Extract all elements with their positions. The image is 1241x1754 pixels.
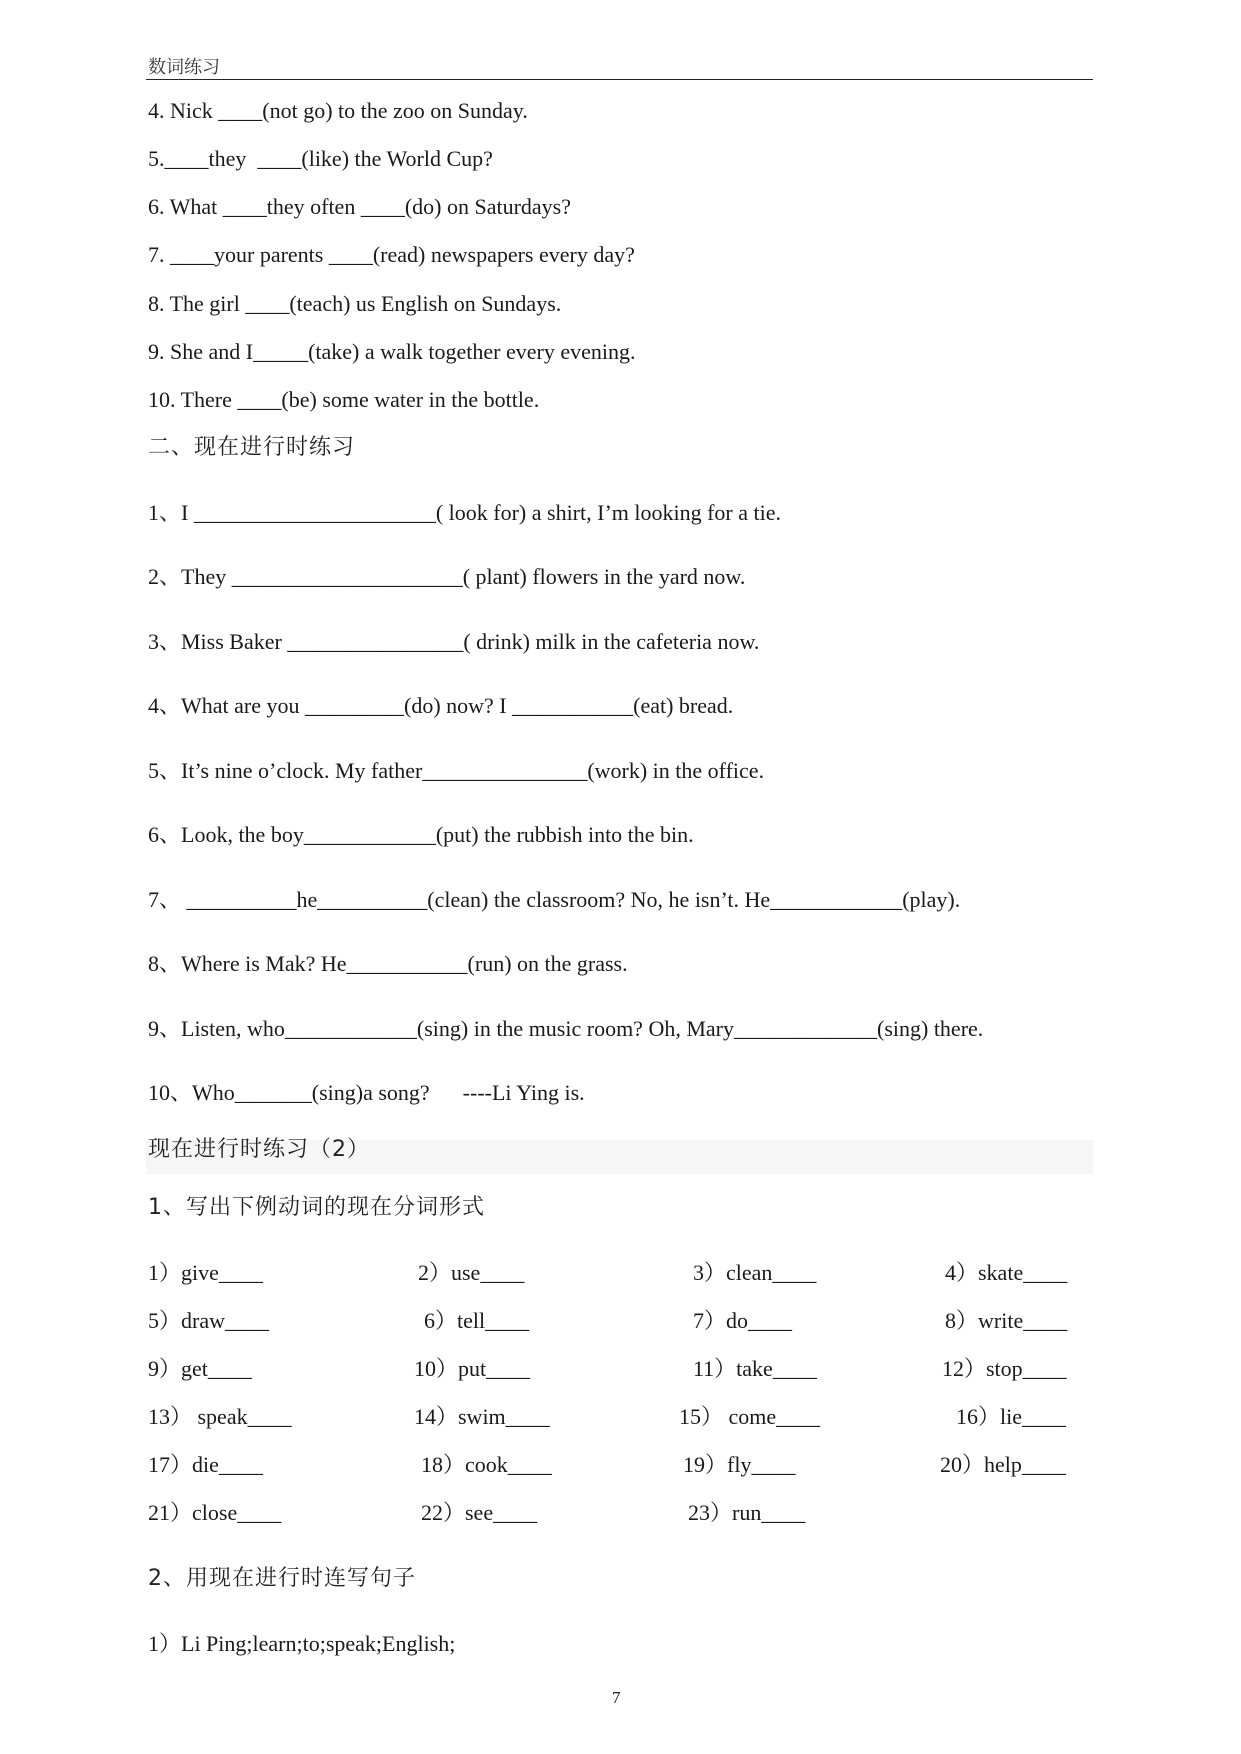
exercise-item: 8. The girl ____(teach) us English on Sundays. <box>148 291 562 316</box>
exercise-item: 8、Where is Mak? He___________(run) on the grass. <box>148 951 628 976</box>
exercise-item: 1、I ______________________( look for) a shirt, I’m looking for a tie. <box>148 500 782 525</box>
exercise-item: 6、Look, the boy____________(put) the rubbish into the bin. <box>148 822 694 847</box>
verb-item: 6）tell____ <box>424 1308 530 1333</box>
verb-item: 1）give____ <box>148 1260 263 1285</box>
verb-item: 19）fly____ <box>683 1452 796 1477</box>
verb-item: 14）swim____ <box>414 1404 550 1429</box>
exercise-item: 2、They _____________________( plant) flowers in the yard now. <box>148 564 746 589</box>
exercise-item: 10. There ____(be) some water in the bottle. <box>148 387 540 412</box>
subsection-heading: 2、用现在进行时连写句子 <box>148 1566 416 1591</box>
exercise-item: 9、Listen, who____________(sing) in the music room? Oh, Mary_____________(sing) there. <box>148 1016 984 1041</box>
verb-item: 2）use____ <box>418 1260 525 1285</box>
exercise-item: 4. Nick ____(not go) to the zoo on Sunday. <box>148 98 528 123</box>
verb-item: 22）see____ <box>421 1500 538 1525</box>
exercise-item: 9. She and I_____(take) a walk together every evening. <box>148 339 636 364</box>
verb-item: 4）skate____ <box>945 1260 1068 1285</box>
verb-item: 9）get____ <box>148 1356 252 1381</box>
exercise-item: 5.____they ____(like) the World Cup? <box>148 146 493 171</box>
subsection-heading: 1、写出下例动词的现在分词形式 <box>148 1195 485 1220</box>
verb-item: 12）stop____ <box>942 1356 1067 1381</box>
verb-item: 18）cook____ <box>421 1452 552 1477</box>
section-heading: 现在进行时练习（2） <box>148 1137 370 1162</box>
verb-item: 11）take____ <box>693 1356 817 1381</box>
section-heading: 二、现在进行时练习 <box>148 435 356 460</box>
verb-item: 16）lie____ <box>956 1404 1066 1429</box>
verb-item: 13） speak____ <box>148 1404 292 1429</box>
verb-item: 17）die____ <box>148 1452 263 1477</box>
verb-item: 21）close____ <box>148 1500 282 1525</box>
page-number: 7 <box>612 1688 621 1707</box>
verb-item: 3）clean____ <box>693 1260 817 1285</box>
exercise-item: 7、 __________he__________(clean) the classroom? No, he isn’t. He____________(play). <box>148 887 961 912</box>
header-title: 数词练习 <box>148 57 220 78</box>
verb-item: 7）do____ <box>693 1308 793 1333</box>
verb-item: 10）put____ <box>414 1356 531 1381</box>
verb-item: 20）help____ <box>940 1452 1066 1477</box>
verb-item: 8）write____ <box>945 1308 1068 1333</box>
exercise-item: 3、Miss Baker ________________( drink) milk in the cafeteria now. <box>148 629 760 654</box>
exercise-item: 10、Who_______(sing)a song? ----Li Ying is. <box>148 1080 585 1105</box>
header-rule <box>146 79 1093 80</box>
exercise-item: 7. ____your parents ____(read) newspapers every day? <box>148 242 635 267</box>
verb-item: 5）draw____ <box>148 1308 269 1333</box>
exercise-item: 1）Li Ping;learn;to;speak;English; <box>148 1631 456 1656</box>
exercise-item: 4、What are you _________(do) now? I ___________(eat) bread. <box>148 693 734 718</box>
verb-item: 23）run____ <box>688 1500 806 1525</box>
verb-item: 15） come____ <box>679 1404 821 1429</box>
exercise-item: 5、It’s nine o’clock. My father_______________(work) in the office. <box>148 758 765 783</box>
exercise-item: 6. What ____they often ____(do) on Saturdays? <box>148 194 572 219</box>
